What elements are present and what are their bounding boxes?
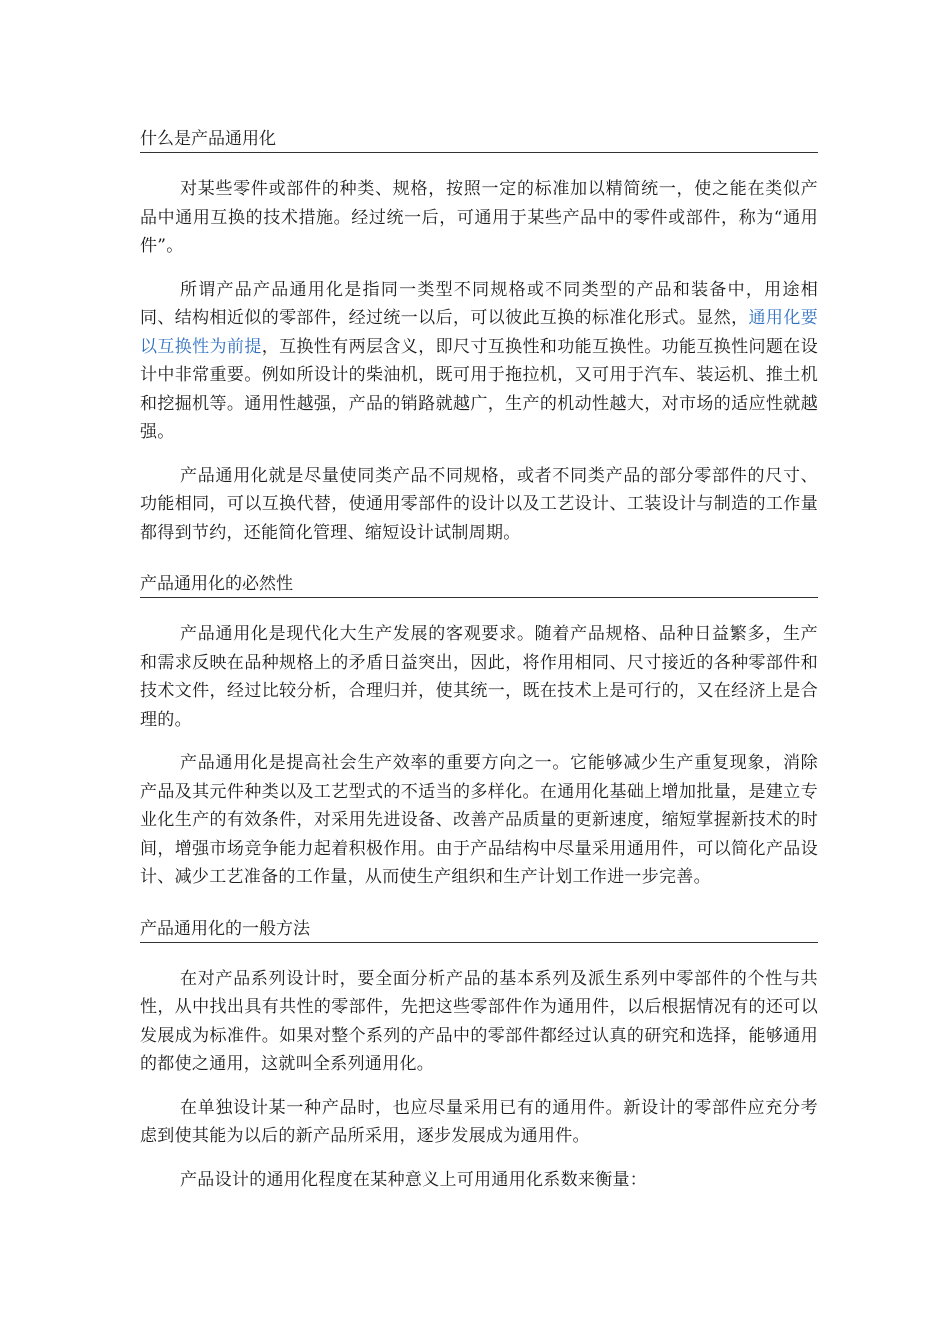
paragraph: 对某些零件或部件的种类、规格，按照一定的标准加以精简统一，使之能在类似产品中通用互换的技术措施。经过统一后，可通用于某些产品中的零件或部件，称为“通用件”。 — [140, 179, 818, 256]
paragraph: 产品通用化是提高社会生产效率的重要方向之一。它能够减少生产重复现象，消除产品及其元件种类以及工艺型式的不适当的多样化。在通用化基础上增加批量，是建立专业化生产的有效条件，对采用先进设备、改善产品质量的更新速度，缩短掌握新技术的时间，增强市场竞争能力起着积极作用。由于产品结构中尽量采用通用件，可以简化产品设计、减少工艺准备的工作量，从而使生产组织和生产计划工作进一步完善。 — [140, 753, 818, 887]
paragraph: 在对产品系列设计时，要全面分析产品的基本系列及派生系列中零部件的个性与共性，从中找出具有共性的零部件，先把这些零部件作为通用件，以后根据情况有的还可以发展成为标准件。如果对整个系列的产品中的零部件都经过认真的研究和选择，能够通用的都使之通用，这就叫全系列通用化。 — [140, 968, 818, 1074]
paragraph — [140, 276, 818, 447]
section-heading: 产品通用化的一般方法 — [140, 916, 818, 943]
section-heading: 产品通用化的必然性 — [140, 571, 818, 598]
paragraph-text: 所谓产品产品通用化是指同一类型不同规格或不同类型的产品和装备中，用途相同、结构相近似的零部件，经过统一以后，可以彼此互换的标准化形式。显然， — [140, 279, 818, 328]
interchangeability-link[interactable]: 通用化要以互换性为前提 — [140, 308, 819, 357]
paragraph: 产品通用化就是尽量使同类产品不同规格，或者不同类产品的部分零部件的尺寸、功能相同，可以互换代替，使通用零部件的设计以及工艺设计、工装设计与制造的工作量都得到节约，还能简化管理、缩短设计试制周期。 — [140, 465, 818, 543]
section-heading: 什么是产品通用化 — [140, 126, 818, 153]
paragraph-text: ，互换性有两层含义，即尺寸互换性和功能互换性。功能互换性问题在设计中非常重要。例如所设计的柴油机，既可用于拖拉机，又可用于汽车、装运机、推土机和挖掘机等。通用性越强，产品的销路就越广，生产的机动性越大，对市场的适应性就越强。 — [140, 336, 818, 442]
paragraph: 产品设计的通用化程度在某种意义上可用通用化系数来衡量： — [180, 1169, 648, 1190]
section-necessity — [140, 571, 818, 892]
section-what-is — [140, 126, 818, 547]
paragraph: 在单独设计某一种产品时，也应尽量采用已有的通用件。新设计的零部件应充分考虑到使其能为以后的新产品所采用，逐步发展成为通用件。 — [140, 1097, 818, 1146]
section-methods — [140, 916, 818, 1195]
paragraph: 产品通用化是现代化大生产发展的客观要求。随着产品规格、品种日益繁多，生产和需求反映在品种规格上的矛盾日益突出，因此，将作用相同、尺寸接近的各种零部件和技术文件，经过比较分析，合理归并，使其统一，既在技术上是可行的，又在经济上是合理的。 — [140, 624, 818, 730]
